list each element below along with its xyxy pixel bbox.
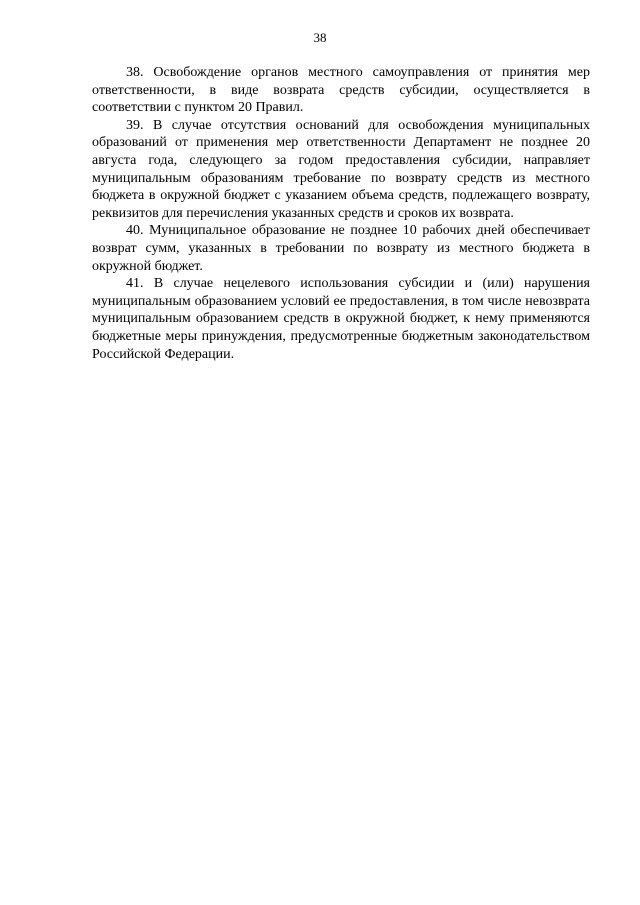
document-body [92, 64, 590, 363]
paragraph-39: 39. В случае отсутствия оснований для освобождения муниципальных образований от применения мер ответственности Департамент не позднее 20 августа года, следующего за годом предоставления субсидии, направляет муниципальным образованиям требование по возврату средств из местного бюджета в окружной бюджет с указанием объема средств, подлежащего возврату, реквизитов для перечисления указанных средств и сроков их возврата. [92, 117, 590, 221]
paragraph-41: 41. В случае нецелевого использования субсидии и (или) нарушения муниципальным образованием условий ее предоставления, в том числе невозврата муниципальным образованием средств в окружной бюджет, к нему применяются бюджетные меры принуждения, предусмотренные бюджетным законодательством Российской Федерации. [92, 276, 590, 362]
paragraph-38: 38. Освобождение органов местного самоуправления от принятия мер ответственности, в виде возврата средств субсидии, осуществляется в соответствии с пунктом 20 Правил. [92, 65, 590, 116]
page-number: 38 [313, 30, 327, 45]
paragraph-40: 40. Муниципальное образование не позднее 10 рабочих дней обеспечивает возврат сумм, указанных в требовании по возврату из местного бюджета в окружной бюджет. [92, 223, 590, 274]
